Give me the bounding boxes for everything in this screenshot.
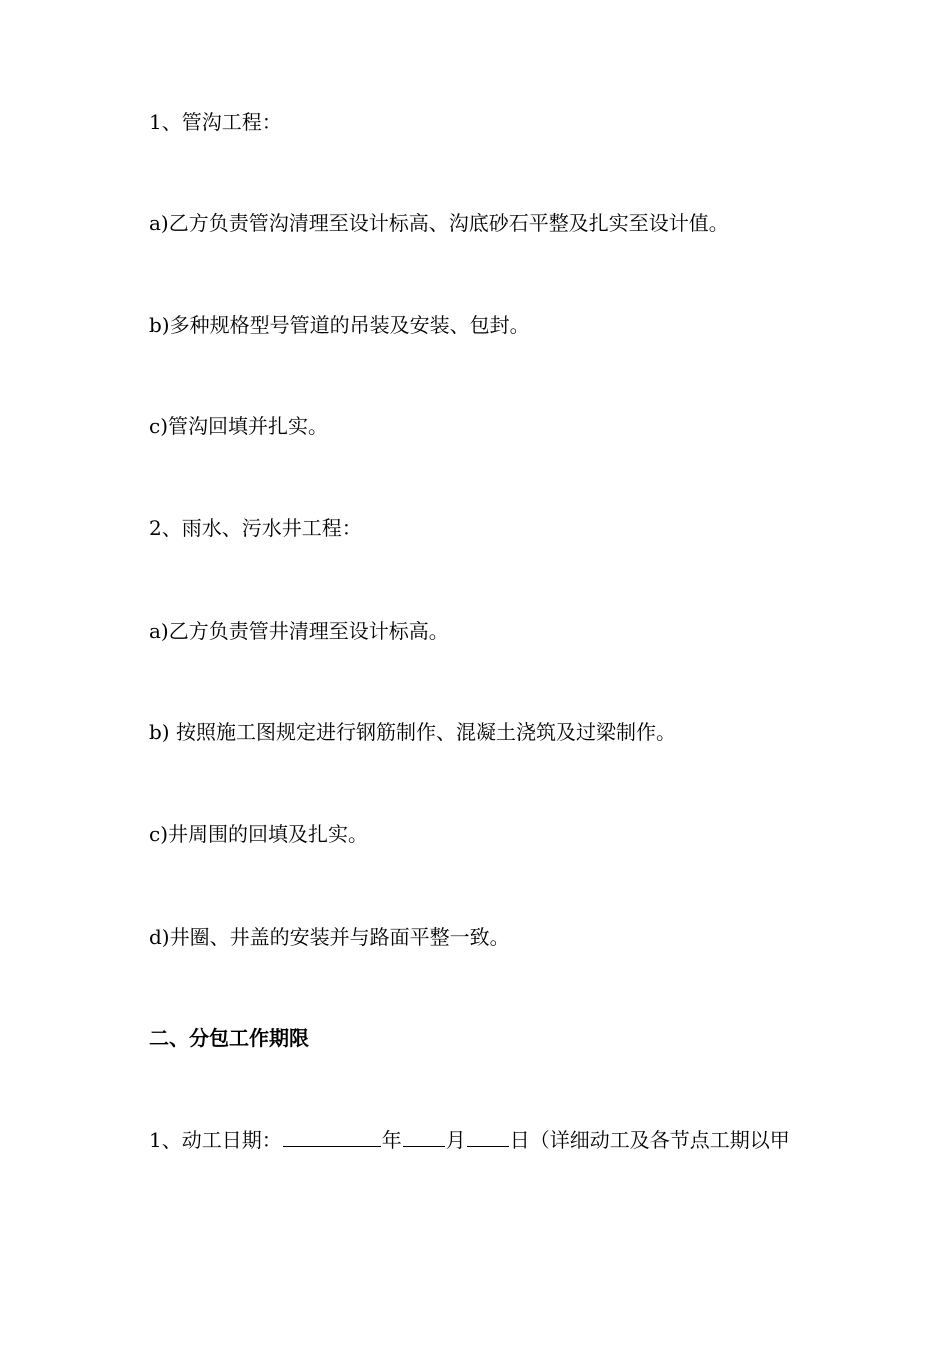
year-label: 年: [381, 1128, 402, 1152]
year-blank[interactable]: [283, 1126, 381, 1147]
month-label: 月: [445, 1128, 466, 1152]
start-date-line: [149, 1126, 790, 1154]
start-date-label: 1、动工日期：: [149, 1128, 282, 1152]
day-blank[interactable]: [467, 1126, 509, 1147]
item-pipe-trench-a: a)乙方负责管沟清理至设计标高、沟底砂石平整及扎实至设计值。: [149, 211, 729, 235]
item-well-d: d)井圈、井盖的安装并与路面平整一致。: [149, 925, 510, 949]
section-heading: 二、分包工作期限: [149, 1026, 309, 1050]
item-well-c: c)井周围的回填及扎实。: [149, 822, 369, 846]
item-well-a: a)乙方负责管井清理至设计标高。: [149, 619, 449, 643]
start-date-note: （详细动工及各节点工期以甲: [529, 1128, 790, 1152]
item-pipe-trench-b: b)多种规格型号管道的吊装及安装、包封。: [149, 313, 530, 337]
item-pipe-trench-c: c)管沟回填并扎实。: [149, 414, 329, 438]
item-pipe-trench-title: 1、管沟工程：: [149, 110, 282, 134]
month-blank[interactable]: [403, 1126, 445, 1147]
item-well-title: 2、雨水、污水井工程：: [149, 516, 362, 540]
day-label: 日: [509, 1128, 530, 1152]
item-well-b: b) 按照施工图规定进行钢筋制作、混凝土浇筑及过梁制作。: [149, 720, 676, 744]
